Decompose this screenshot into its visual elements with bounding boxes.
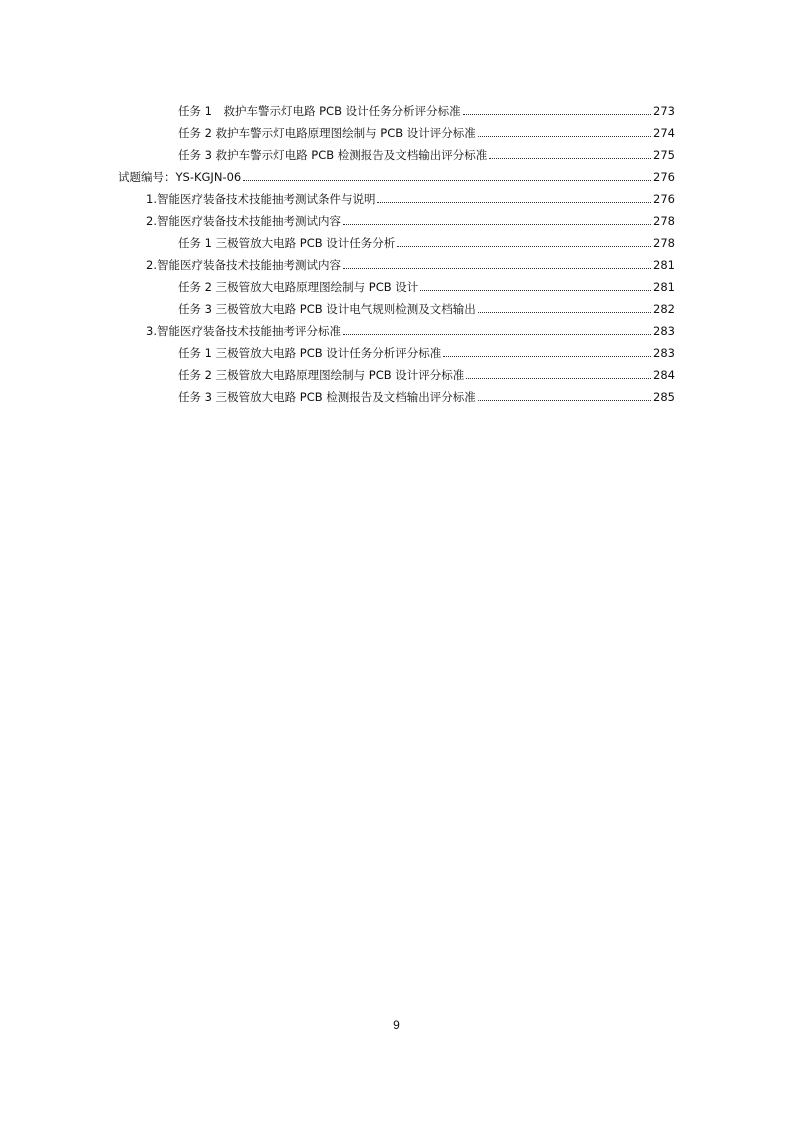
toc-entry-page: 278 <box>653 236 675 250</box>
dot-leader <box>489 158 651 159</box>
toc-entry-title: 任务 3 三极管放大电路 PCB 设计电气规则检测及文档输出 <box>178 302 476 316</box>
dot-leader <box>343 268 651 269</box>
dot-leader <box>343 334 651 335</box>
toc-entry[interactable] <box>0 272 793 294</box>
toc-entry-title: 3.智能医疗装备技术技能抽考评分标准 <box>146 324 341 338</box>
dot-leader <box>343 224 651 225</box>
toc-entry-title: 2.智能医疗装备技术技能抽考测试内容 <box>146 214 341 228</box>
toc-entry-title: 任务 1 三极管放大电路 PCB 设计任务分析评分标准 <box>178 346 442 360</box>
toc-entry[interactable] <box>0 96 793 118</box>
toc-entry-page: 273 <box>653 104 675 118</box>
toc-entry-page: 276 <box>653 170 675 184</box>
toc-entry-title: 2.智能医疗装备技术技能抽考测试内容 <box>146 258 341 272</box>
dot-leader <box>478 136 651 137</box>
toc-entry-title: 试题编号：YS-KGJN-06 <box>118 170 242 184</box>
toc-entry[interactable] <box>0 294 793 316</box>
toc-entry-title: 任务 3 三极管放大电路 PCB 检测报告及文档输出评分标准 <box>178 390 476 404</box>
toc-entry-title: 任务 1 三极管放大电路 PCB 设计任务分析 <box>178 236 396 250</box>
toc-entry-title: 1.智能医疗装备技术技能抽考测试条件与说明 <box>146 192 376 206</box>
toc-entry-title: 任务 1 救护车警示灯电路 PCB 设计任务分析评分标准 <box>178 104 461 118</box>
dot-leader <box>466 378 651 379</box>
toc-entry-title: 任务 2 三极管放大电路原理图绘制与 PCB 设计评分标准 <box>178 368 465 382</box>
dot-leader <box>443 356 651 357</box>
toc-entry-page: 283 <box>653 346 675 360</box>
dot-leader <box>377 202 651 203</box>
toc-entry[interactable] <box>0 250 793 272</box>
toc-entry-page: 285 <box>653 390 675 404</box>
toc-entry[interactable] <box>0 184 793 206</box>
dot-leader <box>478 312 651 313</box>
toc-entry[interactable] <box>0 360 793 382</box>
toc-entry[interactable] <box>0 382 793 404</box>
toc-entry[interactable] <box>0 118 793 140</box>
toc-entry-title: 任务 2 救护车警示灯电路原理图绘制与 PCB 设计评分标准 <box>178 126 476 140</box>
toc-entry-page: 284 <box>653 368 675 382</box>
toc-entry-page: 282 <box>653 302 675 316</box>
toc-entry[interactable] <box>0 228 793 250</box>
dot-leader <box>478 400 651 401</box>
toc-entry-title: 任务 2 三极管放大电路原理图绘制与 PCB 设计 <box>178 280 419 294</box>
toc-entry[interactable] <box>0 316 793 338</box>
toc-entry-page: 274 <box>653 126 675 140</box>
toc-entry-page: 276 <box>653 192 675 206</box>
toc-entry-page: 275 <box>653 148 675 162</box>
toc-entry-page: 278 <box>653 214 675 228</box>
toc-entry-page: 281 <box>653 258 675 272</box>
toc-entry-title: 任务 3 救护车警示灯电路 PCB 检测报告及文档输出评分标准 <box>178 148 488 162</box>
toc-entry[interactable] <box>0 162 793 184</box>
table-of-contents <box>0 96 793 404</box>
dot-leader <box>420 290 651 291</box>
toc-entry[interactable] <box>0 206 793 228</box>
dot-leader <box>463 114 651 115</box>
page-number: 9 <box>393 1018 400 1032</box>
dot-leader <box>243 180 651 181</box>
dot-leader <box>397 246 651 247</box>
toc-entry[interactable] <box>0 338 793 360</box>
toc-entry-page: 281 <box>653 280 675 294</box>
toc-entry[interactable] <box>0 140 793 162</box>
toc-entry-page: 283 <box>653 324 675 338</box>
